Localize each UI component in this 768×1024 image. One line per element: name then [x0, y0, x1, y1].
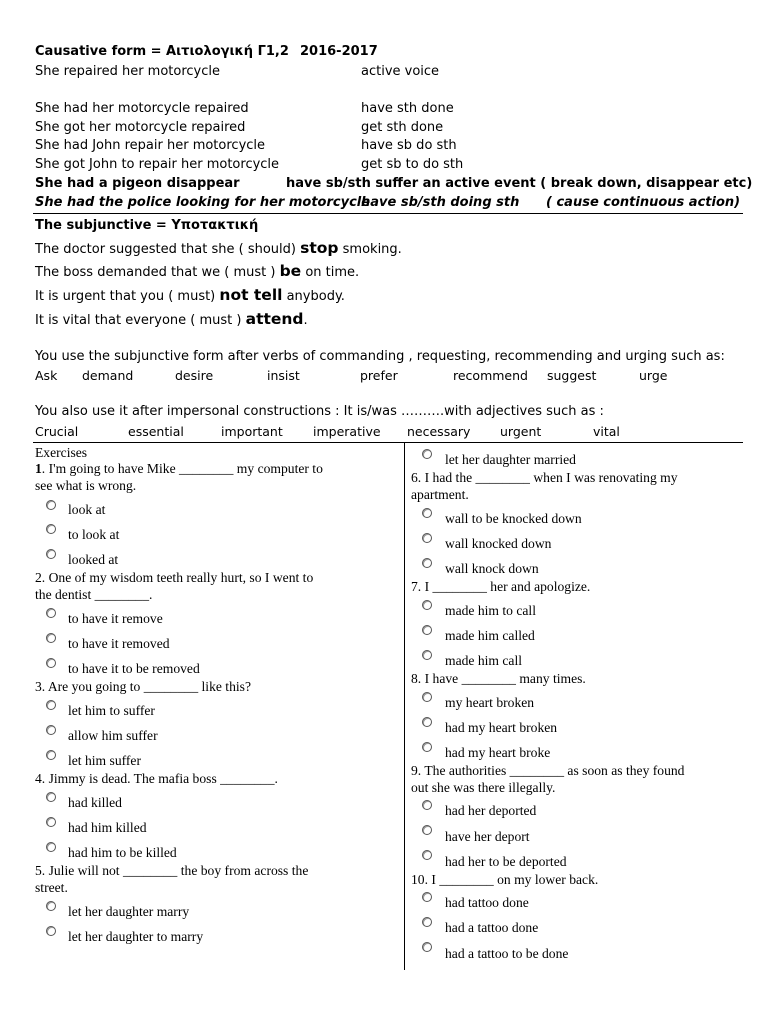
example-verb: be: [279, 262, 302, 280]
question-number: 4: [35, 771, 42, 786]
radio-button[interactable]: [422, 892, 432, 902]
causative-bold-left: She had a pigeon disappear: [35, 176, 240, 191]
question-number: 3: [35, 679, 42, 694]
causative-line-left: She repaired her motorcycle: [35, 64, 220, 79]
question-number: 5: [35, 863, 42, 878]
page-title: [35, 44, 289, 59]
adjective-word: important: [221, 424, 283, 439]
radio-button[interactable]: [422, 625, 432, 635]
answer-option[interactable]: had him killed: [68, 820, 147, 835]
example-before: The doctor suggested that she ( should): [35, 242, 296, 257]
question-text: . Are you going to ________ like this?: [41, 679, 251, 694]
question-text: . I have ________ many times.: [417, 671, 586, 686]
answer-option[interactable]: let her daughter married: [445, 452, 576, 467]
example-after: on time.: [305, 265, 360, 280]
subjunctive-example: [35, 262, 359, 280]
subjunctive-example: [35, 310, 308, 328]
question-text-cont: the dentist ________.: [35, 587, 153, 602]
radio-button[interactable]: [422, 825, 432, 835]
answer-option[interactable]: wall knocked down: [445, 536, 552, 551]
answer-option[interactable]: look at: [68, 502, 106, 517]
answer-option[interactable]: had him to be killed: [68, 845, 177, 860]
question-2: [35, 569, 400, 603]
causative-line-right: have sb do sth: [361, 138, 457, 153]
answer-option[interactable]: let him suffer: [68, 753, 141, 768]
question-text-cont: street.: [35, 880, 68, 895]
causative-line-right: get sth done: [361, 120, 444, 135]
causative-line-left: She got John to repair her motorcycle: [35, 157, 280, 172]
causative-bold-right: have sb/sth suffer an active event ( break down, disappear etc): [286, 176, 753, 191]
answer-option[interactable]: wall knock down: [445, 561, 539, 576]
radio-button[interactable]: [422, 717, 432, 727]
example-after: smoking.: [342, 242, 402, 257]
question-text: . I had the ________ when I was renovating my: [417, 470, 678, 485]
answer-option[interactable]: wall to be knocked down: [445, 511, 582, 526]
radio-button[interactable]: [46, 926, 56, 936]
causative-italic-right: ( cause continuous action): [546, 195, 741, 210]
answer-option[interactable]: made him called: [445, 628, 535, 643]
radio-button[interactable]: [46, 700, 56, 710]
verb-word: insist: [267, 368, 300, 383]
verb-word: recommend: [453, 368, 528, 383]
question-3: [35, 678, 400, 695]
answer-option[interactable]: have her deport: [445, 829, 530, 844]
question-5: [35, 862, 400, 896]
example-before: It is vital that everyone ( must ): [35, 313, 242, 328]
causative-line-left: She had John repair her motorcycle: [35, 138, 266, 153]
subjunctive-example: [35, 286, 345, 304]
radio-button[interactable]: [46, 842, 56, 852]
example-verb: stop: [300, 239, 339, 257]
radio-button[interactable]: [46, 608, 56, 618]
question-9: [411, 762, 741, 796]
radio-button[interactable]: [422, 449, 432, 459]
adjective-word: Crucial: [35, 424, 79, 439]
question-text: . I ________ on my lower back.: [424, 872, 599, 887]
question-text: . I'm going to have Mike ________ my computer to: [41, 461, 323, 476]
answer-option[interactable]: had my heart broken: [445, 720, 558, 735]
causative-line-right: get sb to do sth: [361, 157, 464, 172]
causative-line-right: have sth done: [361, 101, 454, 116]
verb-word: demand: [82, 368, 134, 383]
answer-option[interactable]: to have it remove: [68, 611, 163, 626]
answer-option[interactable]: made him call: [445, 653, 523, 668]
subjunctive-title: The subjunctive = Υποτακτική: [35, 218, 259, 233]
example-after: .: [303, 313, 308, 328]
question-6: [411, 469, 731, 503]
question-8: [411, 670, 731, 687]
adjective-word: imperative: [313, 424, 381, 439]
verbs-intro: You use the subjunctive form after verbs of commanding , requesting, recommending and urging such as:: [35, 349, 725, 364]
adjectives-intro: You also use it after impersonal constructions : It is/was ……….with adjectives such as :: [35, 404, 604, 419]
radio-button[interactable]: [422, 942, 432, 952]
radio-button[interactable]: [46, 549, 56, 559]
question-number: 9: [411, 763, 418, 778]
question-number: 7: [411, 579, 418, 594]
radio-button[interactable]: [422, 508, 432, 518]
question-text: . I ________ her and apologize.: [417, 579, 591, 594]
verb-word: prefer: [360, 368, 398, 383]
verb-word: desire: [175, 368, 214, 383]
causative-italic-left: She had the police looking for her motorcycle: [35, 195, 371, 210]
answer-option[interactable]: had a tattoo to be done: [445, 946, 569, 961]
radio-button[interactable]: [46, 901, 56, 911]
question-text: . Jimmy is dead. The mafia boss ________.: [41, 771, 278, 786]
radio-button[interactable]: [422, 742, 432, 752]
question-number: 1: [35, 461, 42, 476]
adjective-word: necessary: [407, 424, 471, 439]
radio-button[interactable]: [46, 500, 56, 510]
radio-button[interactable]: [422, 850, 432, 860]
answer-option[interactable]: my heart broken: [445, 695, 535, 710]
answer-option[interactable]: let her daughter marry: [68, 904, 190, 919]
question-number: 10: [411, 872, 425, 887]
answer-option[interactable]: let her daughter to marry: [68, 929, 204, 944]
question-10: [411, 871, 731, 888]
question-number: 8: [411, 671, 418, 686]
radio-button[interactable]: [422, 917, 432, 927]
verb-word: urge: [639, 368, 668, 383]
title-text: Causative form = Αιτιολογική Γ1,2: [35, 44, 289, 59]
answer-option[interactable]: had killed: [68, 795, 122, 810]
radio-button[interactable]: [46, 817, 56, 827]
radio-button[interactable]: [46, 524, 56, 534]
answer-option[interactable]: looked at: [68, 552, 119, 567]
example-after: anybody.: [286, 289, 345, 304]
question-number: 2: [35, 570, 42, 585]
causative-italic-middle: have sb/sth doing sth: [361, 195, 520, 210]
question-4: [35, 770, 400, 787]
exercises-title: Exercises: [35, 445, 88, 460]
adjective-word: vital: [593, 424, 620, 439]
question-text: . Julie will not ________ the boy from across the: [41, 863, 309, 878]
answer-option[interactable]: to look at: [68, 527, 120, 542]
answer-option[interactable]: allow him suffer: [68, 728, 158, 743]
causative-line-right: active voice: [361, 64, 440, 79]
question-text-cont: see what is wrong.: [35, 478, 137, 493]
adjective-word: urgent: [500, 424, 542, 439]
radio-button[interactable]: [422, 692, 432, 702]
radio-button[interactable]: [422, 558, 432, 568]
question-text-cont: apartment.: [411, 487, 469, 502]
example-verb: attend: [245, 310, 304, 328]
question-7: [411, 578, 731, 595]
school-year: 2016-2017: [300, 44, 378, 59]
radio-button[interactable]: [46, 750, 56, 760]
answer-option[interactable]: had my heart broke: [445, 745, 551, 760]
answer-option[interactable]: made him to call: [445, 603, 536, 618]
answer-option[interactable]: had tattoo done: [445, 895, 529, 910]
radio-button[interactable]: [422, 600, 432, 610]
verb-word: suggest: [547, 368, 597, 383]
example-before: The boss demanded that we ( must ): [35, 265, 276, 280]
example-verb: not tell: [219, 286, 283, 304]
question-number: 6: [411, 470, 418, 485]
question-text: . The authorities ________ as soon as they found: [417, 763, 685, 778]
radio-button[interactable]: [46, 792, 56, 802]
column-divider: [404, 442, 405, 970]
radio-button[interactable]: [46, 633, 56, 643]
answer-option[interactable]: let him to suffer: [68, 703, 155, 718]
radio-button[interactable]: [422, 533, 432, 543]
section-divider: [33, 213, 743, 214]
exercises-divider: [33, 442, 743, 443]
radio-button[interactable]: [46, 658, 56, 668]
subjunctive-example: [35, 239, 402, 257]
answer-option[interactable]: to have it to be removed: [68, 661, 200, 676]
answer-option[interactable]: to have it removed: [68, 636, 170, 651]
question-text: . One of my wisdom teeth really hurt, so I went to: [41, 570, 314, 585]
adjective-word: essential: [128, 424, 184, 439]
question-1: [35, 460, 400, 494]
causative-line-left: She had her motorcycle repaired: [35, 101, 249, 116]
answer-option[interactable]: had a tattoo done: [445, 920, 539, 935]
radio-button[interactable]: [422, 800, 432, 810]
radio-button[interactable]: [422, 650, 432, 660]
verb-word: Ask: [35, 368, 58, 383]
example-before: It is urgent that you ( must): [35, 289, 216, 304]
radio-button[interactable]: [46, 725, 56, 735]
answer-option[interactable]: had her to be deported: [445, 854, 567, 869]
question-text-cont: out she was there illegally.: [411, 780, 556, 795]
answer-option[interactable]: had her deported: [445, 803, 537, 818]
causative-line-left: She got her motorcycle repaired: [35, 120, 246, 135]
